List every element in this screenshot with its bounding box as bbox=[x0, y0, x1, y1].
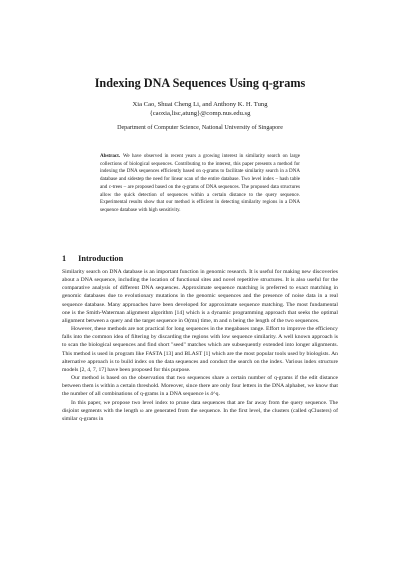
body-paragraph: However, these methods are not practical for long sequences in the megabases range. Effort to improve the efficiency falls into the common idea of filtering by discarding the regions with low sequence similarity. A well known approach is to scan the biological sequences and find short "seed" matches which are subsequently extended into longer alignments. This method is used in program like FASTA [13] and BLAST [1] which are the most popular tools used by biologists. An alternative approach is to build index on the data sequences and conduct the search on the index. Various index structure models [2, 4, 7, 17] have been proposed for this purpose. bbox=[62, 326, 338, 373]
abstract-text: We have observed in recent years a growing interest in similarity search on large collections of biological sequences. Contributing to the interest, this paper presents a method for indexing the DNA sequences efficiently based on q-grams to facilitate similarity search in a DNA database and sidestep the need for linear scan of the entire database. Two level index – hash table and c-trees – are proposed based on the q-grams of DNA sequences. The proposed data structures allow the quick detection of sequences within a certain distance to the query sequence. Experimental results show that our method is efficient in detecting similarity regions in a DNA sequence database with high sensitivity. bbox=[100, 153, 300, 213]
section-heading bbox=[62, 254, 123, 263]
abstract-label: Abstract. bbox=[100, 153, 121, 159]
body-paragraph: In this paper, we propose two level index to prune data sequences that are far away from the query sequence. The disjoint segments with the length ω are generated from the sequence. In the first level, the clusters (called qClusters) of similar q-grams in bbox=[62, 399, 338, 422]
paper-title: Indexing DNA Sequences Using q-grams bbox=[94, 76, 306, 90]
body-paragraph: Our method is based on the observation that two sequences share a certain number of q-grams if the edit distance between them is within a certain threshold. Moreover, since there are only four letters in the DNA alphabet, we know that the number of all combinations of q-grams in a DNA sequence is 4^q. bbox=[62, 375, 338, 398]
body-paragraph: Similarity search on DNA database is an important function in genomic research. It is useful for making new discoveries about a DNA sequence, including the location of functional sites and novel repetitive structures. It is also useful for the comparative analysis of different DNA sequences. Approximate sequence matching is preferred to exact matching in genomic databases due to evolutionary mutations in the genomic sequences and the presence of noise data in a real sequence database. Many approaches have been developed for approximate sequence matching. The most fundamental one is the Smith-Waterman alignment algorithm [14] which is a dynamic programming approach that seeks the optimal alignment between a query and the target sequence in O(mn) time, m and n being the length of the two sequences. bbox=[62, 269, 338, 324]
section-title: Introduction bbox=[78, 254, 124, 263]
section-number: 1 bbox=[62, 254, 67, 263]
affiliation: Department of Computer Science, National University of Singapore bbox=[117, 125, 283, 131]
abstract bbox=[100, 153, 300, 215]
author-list: Xia Cao, Shuai Cheng Li, and Anthony K. H. Tung bbox=[132, 101, 268, 108]
section-body bbox=[62, 268, 338, 423]
author-emails: {caoxia,lisc,atung}@comp.nus.edu.sg bbox=[149, 110, 251, 117]
